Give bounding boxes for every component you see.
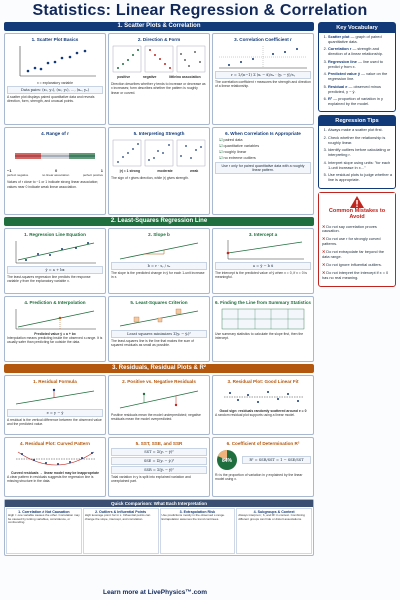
vocabulary-definition: — observed minus predicted, y − ŷ. <box>328 83 381 94</box>
section-header-regression: 2. Least-Squares Regression Line <box>4 217 314 226</box>
panel-title: 5. Interpreting Strength <box>133 131 185 136</box>
criterion-quantitative: quantitative variables <box>223 144 260 148</box>
vocabulary-term: R² <box>328 96 333 102</box>
panel-title: 4. Prediction & Interpolation <box>24 300 86 305</box>
mistakes-title: Common Mistakes to Avoid <box>328 207 386 220</box>
quick-cell-text: High leverage point: far in x. Influential points can change the slope, intercept, and correlation. <box>84 513 151 521</box>
tips-list <box>319 126 395 187</box>
x-mark-icon: ✕ <box>322 262 326 267</box>
check-icon: ☑ <box>219 138 223 142</box>
panel-title: 5. SST, SSE, and SSR <box>135 441 183 446</box>
vocabulary-term: Scatter plot <box>328 34 350 39</box>
check-icon: ☑ <box>219 144 223 148</box>
vocabulary-term: Correlation r <box>328 46 352 52</box>
tips-title: Regression Tips <box>319 116 395 126</box>
panel-scatter-basics <box>4 33 106 125</box>
quick-cell-title: 4. Subgroups & Context <box>253 510 295 514</box>
vocabulary-title: Key Vocabulary <box>319 23 395 33</box>
vocabulary-item <box>328 35 393 45</box>
quick-cell-extrapolation <box>160 508 236 554</box>
good-fit-label: Good sign: residuals randomly scattered around e = 0 <box>219 409 307 413</box>
criterion-paired: paired data <box>223 138 243 142</box>
direction-graphs <box>111 44 207 74</box>
vocabulary-definition: — strength and direction of a linear relationship. <box>328 46 383 57</box>
tick-zero: 0 <box>55 168 58 173</box>
vocabulary-item <box>328 85 393 95</box>
mistake-text: Do not use r for strongly curved patterns. <box>322 236 381 247</box>
mistake-item <box>322 250 392 260</box>
check-icon: ☑ <box>219 150 223 154</box>
criterion-no-outliers: no extreme outliers <box>223 156 256 160</box>
slope-graph <box>114 239 204 261</box>
quick-cell-title: 2. Outliers & Influential Points <box>95 510 147 514</box>
tips-box <box>318 115 396 188</box>
check-icon: ☑ <box>219 156 223 160</box>
criterion-linear: roughly linear <box>223 150 247 154</box>
slope-formula: b = r · sᵧ / sₓ <box>111 262 207 270</box>
panel-least-squares <box>108 296 210 362</box>
panel-text: The intercept is the predicted value of ŷ when x = 0, if x = 0 is meaningful. <box>215 271 307 280</box>
vocabulary-definition: — graph of paired quantitative data. <box>328 34 382 44</box>
mistakes-box <box>318 192 396 287</box>
panel-title: 5. Least-Squares Criterion <box>130 300 188 305</box>
least-squares-graph <box>114 307 204 329</box>
panel-direction-form <box>108 33 210 125</box>
mistake-item <box>322 263 392 268</box>
panel-text: A random residual plot supports using a linear model. <box>215 413 295 418</box>
panel-title: 3. Residual Plot: Good Linear Fit <box>227 379 299 384</box>
vocabulary-item <box>328 47 393 57</box>
quick-comparison-title: Quick Comparison: What Each Interpretation <box>5 500 313 507</box>
data-pairs: Data pairs: (x₁, y₁), (x₂, y₂), …, (xₙ, yₙ) <box>7 86 103 94</box>
panel-title: 4. Residual Plot: Curved Pattern <box>20 441 90 446</box>
label-perfect-positive: perfect positive <box>82 173 103 178</box>
r-squared-formula: R² = SSR/SST = 1 − SSE/SST <box>242 456 311 464</box>
regression-line-graph <box>10 239 100 265</box>
quick-cell-title: 1. Correlation ≠ Not Causation <box>18 510 70 514</box>
panel-title: 6. Coefficient of Determination R² <box>226 441 300 446</box>
panel-text: The least-squares line is the line that makes the sum of squared residuals as small as possible. <box>111 339 194 348</box>
panel-good-fit <box>212 375 314 435</box>
panel-text: A clear pattern in residuals suggests the regression line is missing structure in the data. <box>7 475 94 484</box>
panel-pos-neg-residuals <box>108 375 210 435</box>
panel-text: A scatter plot displays paired quantitative data and reveals direction, form, strength, and unusual points. <box>7 95 95 104</box>
vocabulary-item <box>328 72 393 82</box>
sst-formula: SST = Σ(yᵢ − ȳ)² <box>111 448 207 456</box>
strength-graphs <box>111 138 207 168</box>
warning-icon <box>350 196 364 208</box>
pos-neg-graph <box>114 386 204 412</box>
panel-title: 3. Intercept a <box>248 232 278 237</box>
mistake-item <box>322 225 392 235</box>
panel-title: 6. Finding the Line from Summary Statistics <box>215 300 311 305</box>
panel-r-squared <box>212 437 314 497</box>
tip-item: 3. Identify outliers before calculating or interpreting r. <box>328 148 393 158</box>
panel-text: Positive residuals mean the model underpredicted; negative residuals mean the model overpredicted. <box>111 413 201 422</box>
panel-prediction <box>4 296 106 362</box>
footer-link[interactable]: Learn more at LivePhysics™.com <box>102 589 208 596</box>
vocabulary-definition: — value on the regression line. <box>328 71 388 82</box>
tick-minus-one: −1 <box>7 168 12 173</box>
mistake-item <box>322 237 392 247</box>
panel-text: Direction describes whether y tends to increase or decrease as x increases; form describes whether the pattern is roughly linear or curved. <box>111 82 206 95</box>
ssr-formula: SSR = Σ(ŷᵢ − ȳ)² <box>111 466 207 474</box>
tip-item: 5. Use residual plots to judge whether a line is appropriate. <box>328 173 393 183</box>
vocabulary-term: Regression line <box>328 58 357 64</box>
label-perfect-negative: perfect negative <box>7 173 29 178</box>
panel-text: Interpolation means predicting inside the observed x-range. It is usually safer than predicting far outside the data. <box>7 336 103 345</box>
curved-label: Curved residuals → linear model may be inappropriate <box>11 471 99 475</box>
vocabulary-box <box>318 22 396 112</box>
intercept-formula: a = ȳ − b x̄ <box>215 262 311 270</box>
x-axis-label: x = explanatory variable <box>37 81 73 85</box>
panel-title: 1. Scatter Plot Basics <box>31 37 79 42</box>
good-residual-plot <box>218 386 308 408</box>
label-negative: negative <box>142 75 157 79</box>
label-none: little/no association <box>169 75 201 79</box>
correlation-graph <box>215 44 311 70</box>
panel-regression-equation <box>4 228 106 294</box>
mistake-text: Do not say correlation proves causation. <box>322 223 377 234</box>
quick-cell-outliers <box>83 508 159 554</box>
x-mark-icon: ✕ <box>322 223 326 229</box>
range-number-line <box>7 138 103 168</box>
section-header-residuals: 3. Residuals, Residual Plots & R² <box>4 364 314 373</box>
vocabulary-definition: — proportion of variation in y explained by the model. <box>328 96 383 106</box>
tip-item: 1. Always make a scatter plot first. <box>328 128 393 133</box>
label-strong: |r| ≈ 1 strong <box>119 169 141 173</box>
panel-sst-sse-ssr <box>108 437 210 497</box>
pie-label: 84% <box>221 458 233 464</box>
x-mark-icon: ✕ <box>322 269 326 275</box>
section-header-scatter: 1. Scatter Plots & Correlation <box>4 22 314 31</box>
sse-formula: SSE = Σ(yᵢ − ŷᵢ)² <box>111 457 207 465</box>
panel-text: The slope is the predicted change in ŷ for each 1-unit increase in x. <box>111 271 205 280</box>
panel-text: The sign of r gives direction, while |r| gives strength. <box>111 176 189 181</box>
quick-cell-causation <box>6 508 82 554</box>
r-squared-pie <box>215 448 239 472</box>
quick-comparison <box>4 499 314 556</box>
panel-correlation-coefficient <box>212 33 314 125</box>
quick-cell-text: Use predictions mostly in the observed x-range. Extrapolation assumes the trend continues. <box>161 513 225 521</box>
panel-title: 1. Residual Formula <box>33 379 77 384</box>
label-positive: positive <box>117 75 131 79</box>
vocabulary-definition: — line used to predict y from x. <box>328 58 383 69</box>
tip-item: 2. Check whether the relationship is roughly linear. <box>328 136 393 146</box>
panel-summary-stats <box>212 296 314 362</box>
panel-title: 2. Slope b <box>148 232 170 237</box>
panel-intercept <box>212 228 314 294</box>
panel-appropriate <box>212 127 314 215</box>
panel-curved-pattern <box>4 437 106 497</box>
panel-text: A residual is the vertical difference between the observed value and the predicted value. <box>7 418 102 427</box>
panel-title: 1. Regression Line Equation <box>24 232 86 237</box>
curved-residual-plot <box>10 448 100 470</box>
sidebar <box>318 22 396 588</box>
quick-cell-subgroups <box>236 508 312 554</box>
vocabulary-list <box>319 33 395 111</box>
panel-text: Use summary statistics to calculate the slope first, then the intercept. <box>215 332 304 341</box>
panel-text: R² is the proportion of variation in y explained by the linear model using x. <box>215 473 303 482</box>
quick-cell-title: 3. Extrapolation Risk <box>179 510 216 514</box>
panel-title: 6. When Correlation Is Appropriate <box>225 131 301 136</box>
summary-table <box>218 307 308 331</box>
correlation-formula: r = 1/(n−1) Σ (xᵢ − x̄)/sₓ · (yᵢ − ȳ)/sᵧ <box>215 71 311 79</box>
page-title: Statistics: Linear Regression & Correlation <box>32 2 368 19</box>
panel-text: Values of r close to −1 or 1 indicate strong linear association; values near 0 indicate weak linear association. <box>7 180 99 189</box>
residual-formula: e = y − ŷ <box>7 409 103 417</box>
label-no-association: no linear association <box>41 173 70 178</box>
panel-residual-formula <box>4 375 106 435</box>
predicted-value-label: Predicted value ŷ = a + bx <box>34 332 76 336</box>
vocabulary-item <box>328 97 393 107</box>
mistake-text: Do not extrapolate far beyond the data range. <box>322 249 385 260</box>
quick-cell-text: High r: one variable causes the other. Correlation may be caused by lurking variables, coincidence, or confounding. <box>8 513 80 525</box>
panel-title: 2. Positive vs. Negative Residuals <box>122 379 196 384</box>
vocabulary-term: Residual e <box>328 83 348 89</box>
tick-one: 1 <box>100 168 103 173</box>
appropriate-note: Use r only for paired quantitative data with a roughly linear pattern. <box>215 162 311 174</box>
x-mark-icon: ✕ <box>322 236 326 242</box>
main-content <box>4 22 314 588</box>
prediction-graph <box>10 307 100 331</box>
vocabulary-item <box>328 60 393 70</box>
mistake-text: Do not ignore influential outliers. <box>326 262 382 267</box>
intercept-graph <box>218 239 308 261</box>
mistake-item <box>322 271 392 281</box>
x-mark-icon: ✕ <box>322 249 326 255</box>
quick-cell-text: Always interpret r, b, and R² in context. Combining different groups can hide or distort associations. <box>238 513 305 521</box>
least-squares-formula: Least squares minimizes Σ(yᵢ − ŷᵢ)² <box>111 330 207 338</box>
mistakes-list <box>319 223 395 286</box>
panel-title: 3. Correlation Coefficient r <box>234 37 292 42</box>
panel-text: The least-squares regression line predicts the response variable y from the explanatory variable x. <box>7 275 91 284</box>
panel-title: 4. Range of r <box>41 131 69 136</box>
panel-text: Total variation in y is split into explained variation and unexplained part. <box>111 475 191 484</box>
panel-slope <box>108 228 210 294</box>
panel-text: The correlation coefficient r measures the strength and direction of a linear relationship. <box>215 80 311 89</box>
vocabulary-term: Predicted value ŷ <box>328 71 361 77</box>
label-moderate: moderate <box>157 169 173 173</box>
panel-title: 2. Direction & Form <box>137 37 181 42</box>
tip-item: 4. Interpret slope using units: "for each 1-unit increase in x…" <box>328 161 393 171</box>
mistake-text: Do not interpret the intercept if x = 0 has no real meaning. <box>322 269 389 280</box>
regression-formula: ŷ = a + bx <box>7 266 103 274</box>
residual-graph <box>10 386 100 408</box>
scatter-basics-graph <box>10 44 100 80</box>
label-weak: weak <box>190 169 199 173</box>
panel-range-r <box>4 127 106 215</box>
panel-interpreting-strength <box>108 127 210 215</box>
